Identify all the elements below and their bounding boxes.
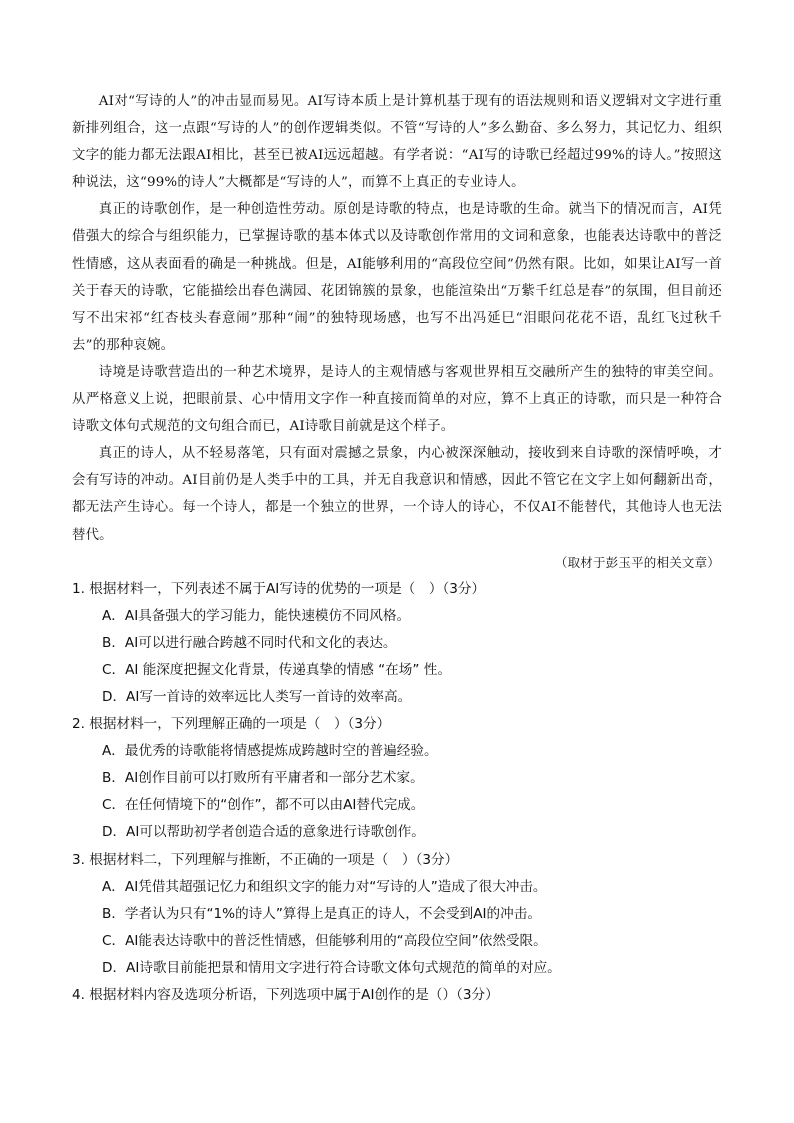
option-d[interactable]: D．AI写一首诗的效率远比人类写一首诗的效率高。 xyxy=(102,688,412,705)
passage-source: （取材于彭玉平的相关文章） xyxy=(554,554,720,570)
option-b[interactable]: B．AI创作目前可以打败所有平庸者和一部分艺术家。 xyxy=(102,770,424,787)
option-a[interactable]: A．AI具备强大的学习能力，能快速模仿不同风格。 xyxy=(102,607,411,624)
passage-paragraph-2: 真正的诗歌创作，是一种创造性劳动。原创是诗歌的特点，也是诗歌的生命。就当下的情况而言，AI凭借强大的综合与组织能力，已掌握诗歌的基本体式以及诗歌创作常用的文词和意象，也能表达诗歌中的普泛性情感，这从表面看的确是一种挑战。但是，AI能够利用的“高段位空间”仍然有限。比如，如果让AI写一首关于春天的诗歌，它能描绘出春色满园、花团锦簇的景象，也能渲染出“万紫千红总是春”的氛围，但目前还写不出宋祁“红杏枝头春意闹”那种“闹”的独特现场感，也写不出冯延巳“泪眼问花花不语，乱红飞过秋千去”的那种哀婉。 xyxy=(72,202,722,353)
question-2 xyxy=(72,711,722,846)
question-stem: 1. 根据材料一，下列表述不属于AI写诗的优势的一项是（ ）（3分） xyxy=(72,580,486,597)
passage-paragraph-4: 真正的诗人，从不轻易落笔，只有面对震撼之景象，内心被深深触动，接收到来自诗歌的深情呼唤，才会有写诗的冲动。AI目前仍是人类手中的工具，并无自我意识和情感，因此不管它在文字上如何翻新出奇，都无法产生诗心。每一个诗人，都是一个独立的世界，一个诗人的诗心，不仅AI不能替代，其他诗人也无法替代。 xyxy=(72,446,722,543)
passage-paragraph-3: 诗境是诗歌营造出的一种艺术境界，是诗人的主观情感与客观世界相互交融所产生的独特的审美空间。从严格意义上说，把眼前景、心中情用文字作一种直接而简单的对应，算不上真正的诗歌，而只是一种符合诗歌文体句式规范的文句组合而已，AI诗歌目前就是这个样子。 xyxy=(72,364,722,435)
passage-paragraph-1: AI对“写诗的人”的冲击显而易见。AI写诗本质上是计算机基于现有的语法规则和语义逻辑对文字进行重新排列组合，这一点跟“写诗的人”的创作逻辑类似。不管“写诗的人”多么勤奋、多么努力，其记忆力、组织文字的能力都无法跟AI相比，甚至已被AI远远超越。有学者说：“AI写的诗歌已经超过99%的诗人。”按照这种说法，这“99%的诗人”大概都是“写诗的人”，而算不上真正的专业诗人。 xyxy=(72,94,722,191)
option-d[interactable]: D．AI可以帮助初学者创造合适的意象进行诗歌创作。 xyxy=(102,824,425,841)
option-a[interactable]: A．AI凭借其超强记忆力和组织文字的能力对“写诗的人”造成了很大冲击。 xyxy=(102,878,547,895)
question-stem: 2. 根据材料一，下列理解正确的一项是（ ）（3分） xyxy=(72,716,391,733)
reading-passage xyxy=(72,88,722,576)
option-c[interactable]: C．在任何情境下的“创作”，都不可以由AI替代完成。 xyxy=(102,797,425,814)
option-b[interactable]: B．学者认为只有“1%的诗人”算得上是真正的诗人，不会受到AI的冲击。 xyxy=(102,905,541,922)
question-3 xyxy=(72,847,722,982)
option-list xyxy=(72,603,722,711)
option-list xyxy=(72,738,722,846)
question-1 xyxy=(72,576,722,711)
option-c[interactable]: C．AI 能深度把握文化背景，传递真挚的情感 “在场” 性。 xyxy=(102,661,451,678)
question-stem: 4. 根据材料内容及选项分析语，下列选项中属于AI创作的是（）（3分） xyxy=(72,987,499,1003)
option-a[interactable]: A．最优秀的诗歌能将情感提炼成跨越时空的普遍经验。 xyxy=(102,743,438,760)
option-list xyxy=(72,874,722,982)
option-d[interactable]: D．AI诗歌目前能把景和情用文字进行符合诗歌文体句式规范的简单的对应。 xyxy=(102,959,561,976)
exam-page xyxy=(72,88,722,1009)
option-c[interactable]: C．AI能表达诗歌中的普泛性情感，但能够利用的“高段位空间”依然受限。 xyxy=(102,932,547,949)
question-stem: 3. 根据材料二，下列理解与推断，不正确的一项是（ ）（3分） xyxy=(72,851,459,868)
question-list xyxy=(72,576,722,1010)
question-4 xyxy=(72,982,722,1009)
option-b[interactable]: B．AI可以进行融合跨越不同时代和文化的表达。 xyxy=(102,634,397,651)
